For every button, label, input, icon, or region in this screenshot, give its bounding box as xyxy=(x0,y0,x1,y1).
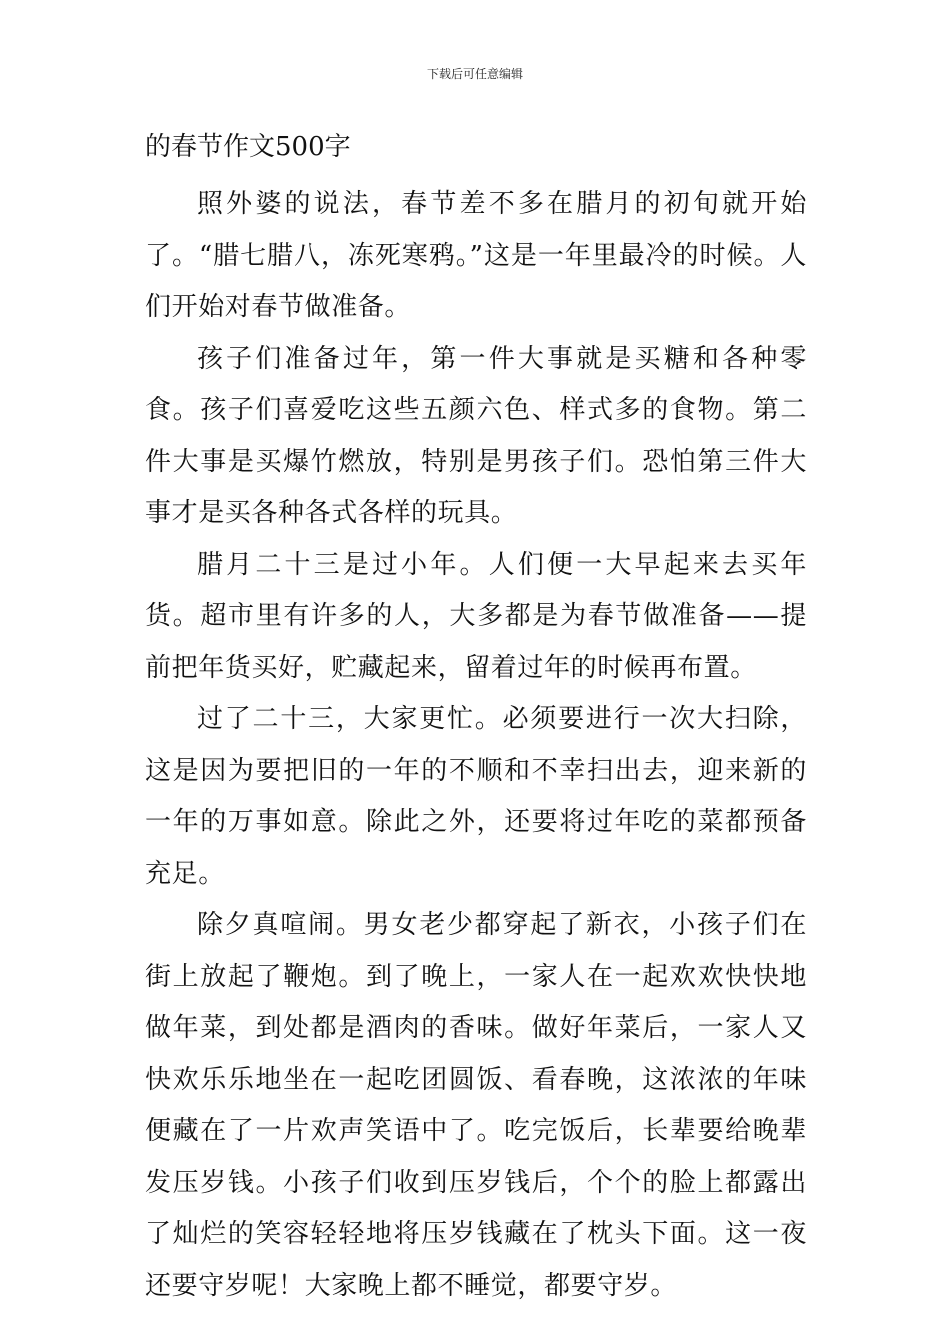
paragraph: 除夕真喧闹。男女老少都穿起了新衣，小孩子们在街上放起了鞭炮。到了晚上，一家人在一起欢欢快快地做年菜，到处都是酒肉的香味。做好年菜后，一家人又快欢乐乐地坐在一起吃团圆饭、看春晚，这浓浓的年味便藏在了一片欢声笑语中了。吃完饭后，长辈要给晚辈发压岁钱。小孩子们收到压岁钱后，个个的脸上都露出了灿烂的笑容轻轻地将压岁钱藏在了枕头下面。这一夜还要守岁呢！大家晚上都不睡觉，都要守岁。 xyxy=(145,910,807,1301)
paragraph: 照外婆的说法，春节差不多在腊月的初旬就开始了。“腊七腊八，冻死寒鸦。”这是一年里最冷的时候。人们开始对春节做准备。 xyxy=(145,189,807,322)
page-header: 下载后可任意编辑 xyxy=(426,67,523,81)
paragraph: 过了二十三，大家更忙。必须要进行一次大扫除，这是因为要把旧的一年的不顺和不幸扫出去，迎来新的一年的万事如意。除此之外，还要将过年吃的菜都预备充足。 xyxy=(145,704,807,889)
paragraph: 孩子们准备过年，第一件大事就是买糖和各种零食。孩子们喜爱吃这些五颜六色、样式多的食物。第二件大事是买爆竹燃放，特别是男孩子们。恐怕第三件大事才是买各种各式各样的玩具。 xyxy=(145,343,807,528)
paragraph: 腊月二十三是过小年。人们便一大早起来去买年货。超市里有许多的人，大多都是为春节做准备——提前把年货买好，贮藏起来，留着过年的时候再布置。 xyxy=(145,549,807,683)
document-title: 的春节作文500字 xyxy=(145,132,351,162)
document-body xyxy=(145,130,807,1312)
